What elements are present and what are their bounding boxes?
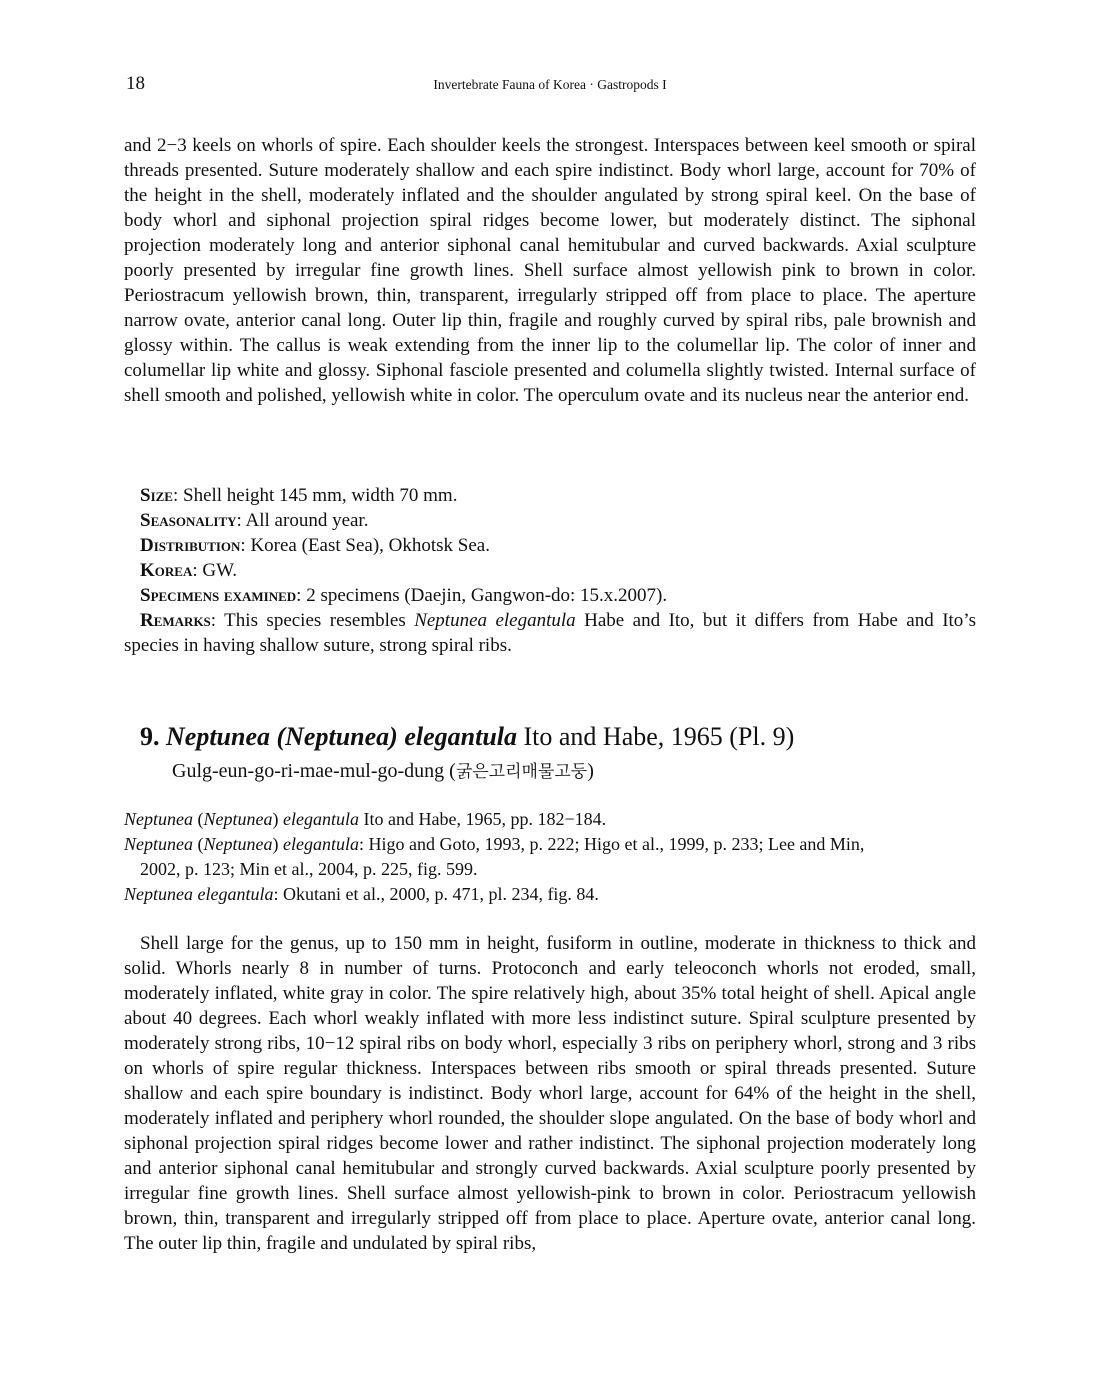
korean-common-name — [172, 757, 594, 783]
korea-label: Korea — [140, 560, 193, 581]
species-genus: Neptunea — [166, 722, 270, 751]
previous-species-description-block — [124, 133, 976, 408]
synonym-citation: : Higo and Goto, 1993, p. 222; Higo et al., 1999, p. 233; Lee and Min, — [358, 834, 865, 854]
size-value: : Shell height 145 mm, width 70 mm. — [172, 485, 458, 506]
size-label: Size — [140, 485, 173, 506]
korean-close: ) — [587, 760, 594, 782]
remarks-text-before: : This species resembles — [210, 610, 415, 631]
remarks-text-after: Habe and Ito, but it differs from Habe and Ito’s species in having shallow suture, strong spiral ribs. — [124, 610, 976, 656]
korea-value: : GW. — [192, 560, 238, 581]
seasonality-label: Seasonality — [140, 510, 237, 531]
korean-hangul: 굵은고리매물고둥 — [455, 762, 588, 782]
seasonality-field — [124, 508, 976, 533]
synonym-name: Neptunea elegantula — [124, 884, 274, 904]
species-description-block — [124, 931, 976, 1256]
synonym-subgenus: Neptunea — [203, 809, 273, 829]
page-number: 18 — [126, 73, 145, 94]
synonym-subgenus: Neptunea — [203, 834, 273, 854]
synonymy-entry — [124, 807, 976, 832]
remarks-label: Remarks — [140, 610, 211, 631]
synonym-citation: : Okutani et al., 2000, p. 471, pl. 234, fig. 84. — [273, 884, 599, 904]
synonym-citation: Ito and Habe, 1965, pp. 182−184. — [358, 809, 607, 829]
species-authority: Ito and Habe, 1965 (Pl. 9) — [523, 722, 795, 751]
previous-species-fields — [124, 483, 976, 658]
synonym-punct: ( — [193, 834, 204, 854]
species-epithet: elegantula — [404, 722, 517, 751]
korean-romanized: Gulg-eun-go-ri-mae-mul-go-dung ( — [172, 760, 456, 782]
distribution-label: Distribution — [140, 535, 241, 556]
synonym-epithet: elegantula — [283, 809, 359, 829]
remarks-paragraph — [124, 608, 976, 658]
species-number: 9. — [140, 722, 160, 751]
synonym-epithet: elegantula — [283, 834, 359, 854]
synonym-punct: ) — [272, 834, 283, 854]
species-description: Shell large for the genus, up to 150 mm in height, fusiform in outline, moderate in thickness to thick and solid. Whorls nearly 8 in number of turns. Protoconch and early teleoconch whorls not eroded, small, moderately inflated, white gray in color. The spire relatively high, about 35% total height of shell. Apical angle about 40 degrees. Each whorl weakly inflated with more less indistinct suture. Spiral sculpture presented by moderately strong ribs, 10−12 spiral ribs on body whorl, especially 3 ribs on periphery whorl, strong and 3 ribs on whorls of spire regular thickness. Interspaces between ribs smooth or spiral threads presented. Suture shallow and each spire boundary is indistinct. Body whorl large, account for 64% of the height in the shell, moderately inflated and periphery whorl rounded, the shoulder slope angulated. On the base of body whorl and siphonal projection spiral ridges become lower and rather indistinct. The siphonal projection moderately long and anterior siphonal canal hemitubular and strongly curved backwards. Axial sculpture poorly presented by irregular fine growth lines. Shell surface almost yellowish-pink to brown in color. Periostracum yellowish brown, thin, transparent and irregularly stripped off from place to place. Aperture ovate, anterior canal long. The outer lip thin, fragile and undulated by spiral ribs, — [124, 933, 976, 1254]
synonymy-entry — [124, 882, 976, 907]
specimens-label: Specimens examined — [140, 585, 297, 606]
synonym-punct: ) — [272, 809, 283, 829]
remarks-species-name: Neptunea elegantula — [414, 610, 576, 631]
synonym-genus: Neptunea — [124, 809, 193, 829]
synonymy-entry — [124, 832, 976, 882]
synonym-punct: ( — [193, 809, 204, 829]
species-subgenus: (Neptunea) — [276, 722, 398, 751]
size-field — [124, 483, 976, 508]
synonymy-list — [124, 807, 976, 907]
species-heading — [140, 720, 794, 754]
seasonality-value: : All around year. — [236, 510, 369, 531]
specimens-field — [124, 583, 976, 608]
korea-field — [124, 558, 976, 583]
previous-species-description: and 2−3 keels on whorls of spire. Each shoulder keels the strongest. Interspaces between keel smooth or spiral threads presented. Suture moderately shallow and each spire indistinct. Body whorl large, account for 70% of the height in the shell, moderately inflated and the shoulder angulated by strong spiral keel. On the base of body whorl and siphonal projection spiral ridges become lower, but moderately distinct. The siphonal projection moderately long and anterior siphonal canal hemitubular and curved backwards. Axial sculpture poorly presented by irregular fine growth lines. Shell surface almost yellowish pink to brown in color. Periostracum yellowish brown, thin, transparent, irregularly stripped off from place to place. The aperture narrow ovate, anterior canal long. Outer lip thin, fragile and roughly curved by spiral ribs, pale brownish and glossy within. The callus is weak extending from the inner lip to the columellar lip. The color of inner and columellar lip white and glossy. Siphonal fasciole presented and columella slightly twisted. Internal surface of shell smooth and polished, yellowish white in color. The operculum ovate and its nucleus near the anterior end. — [124, 135, 976, 406]
synonym-genus: Neptunea — [124, 834, 193, 854]
running-head: Invertebrate Fauna of Korea · Gastropods I — [433, 77, 667, 92]
specimens-value: : 2 specimens (Daejin, Gangwon-do: 15.x.2007). — [296, 585, 668, 606]
synonym-citation-continued: 2002, p. 123; Min et al., 2004, p. 225, fig. 599. — [140, 859, 478, 879]
distribution-field — [124, 533, 976, 558]
distribution-value: : Korea (East Sea), Okhotsk Sea. — [240, 535, 490, 556]
